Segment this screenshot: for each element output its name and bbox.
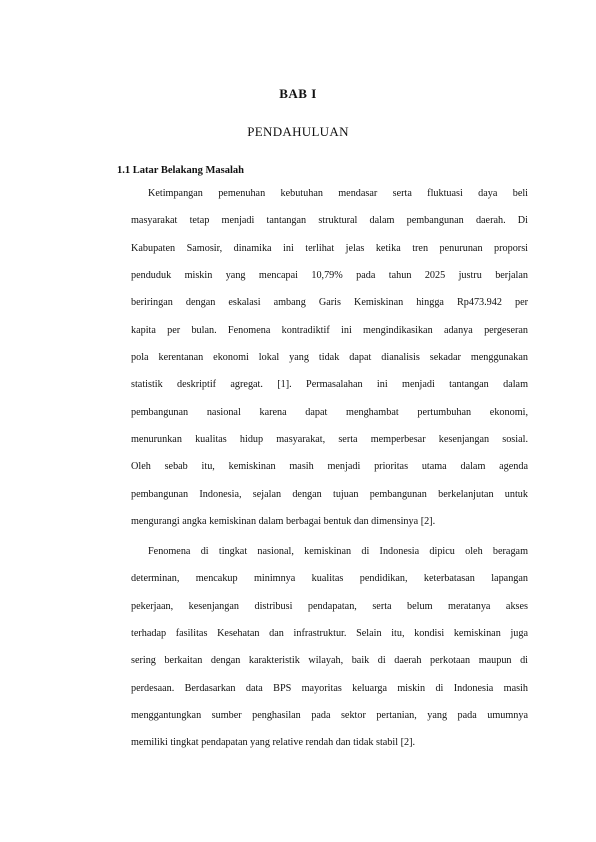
paragraph-line: terhadap fasilitas Kesehatan dan infrastruktur. Selain itu, kondisi kemiskinan juga [131, 628, 528, 640]
paragraph-line: Ketimpangan pemenuhan kebutuhan mendasar serta fluktuasi daya beli [148, 188, 528, 199]
paragraph-line: sering berkaitan dengan karakteristik wilayah, baik di daerah perkotaan maupun di [131, 655, 528, 667]
paragraph-line: pola kerentanan ekonomi lokal yang tidak dapat dianalisis sekadar menggunakan [131, 352, 528, 364]
paragraph-line: pembangunan Indonesia, sejalan dengan tujuan pembangunan berkelanjutan untuk [131, 488, 528, 500]
paragraph-line: pekerjaan, kesenjangan distribusi pendapatan, serta belum meratanya akses [131, 600, 528, 612]
chapter-title: PENDAHULUAN [247, 124, 349, 139]
paragraph-line: Oleh sebab itu, kemiskinan masih menjadi prioritas utama dalam agenda [131, 461, 528, 473]
paragraph [131, 538, 528, 757]
paragraph-line: beriringan dengan eskalasi ambang Garis Kemiskinan hingga Rp473.942 per [131, 297, 528, 309]
paragraph-line: mengurangi angka kemiskinan dalam berbagai bentuk dan dimensinya [2]. [131, 516, 436, 528]
paragraph-line: perdesaan. Berdasarkan data BPS mayoritas keluarga miskin di Indonesia masih [131, 682, 528, 694]
paragraph-line: Kabupaten Samosir, dinamika ini terlihat jelas ketika tren penurunan proporsi [131, 242, 528, 254]
chapter-number: BAB I [279, 86, 317, 101]
paragraph-line: determinan, mencakup minimnya kualitas pendidikan, keterbatasan lapangan [131, 573, 528, 585]
section-heading: 1.1 Latar Belakang Masalah [117, 165, 244, 176]
paragraph-line: Fenomena di tingkat nasional, kemiskinan di Indonesia dipicu oleh beragam [148, 546, 528, 557]
paragraph-line: memiliki tingkat pendapatan yang relative rendah dan tidak stabil [2]. [131, 737, 416, 749]
paragraph [131, 180, 528, 535]
paragraph-line: menggantungkan sumber penghasilan pada sektor pertanian, yang pada umumnya [131, 710, 528, 722]
paragraph-line: penduduk miskin yang mencapai 10,79% pada tahun 2025 justru berjalan [131, 270, 528, 282]
paragraph-line: kapita per bulan. Fenomena kontradiktif ini mengindikasikan adanya pergeseran [131, 324, 528, 336]
paragraph-line: statistik deskriptif agregat. [1]. Permasalahan ini menjadi tantangan dalam [131, 379, 528, 391]
paragraph-line: masyarakat tetap menjadi tantangan struktural dalam pembangunan daerah. Di [131, 215, 528, 227]
paragraph-line: pembangunan nasional karena dapat menghambat pertumbuhan ekonomi, [131, 406, 528, 418]
paragraph-line: menurunkan kualitas hidup masyarakat, serta memperbesar kesenjangan sosial. [131, 434, 528, 446]
